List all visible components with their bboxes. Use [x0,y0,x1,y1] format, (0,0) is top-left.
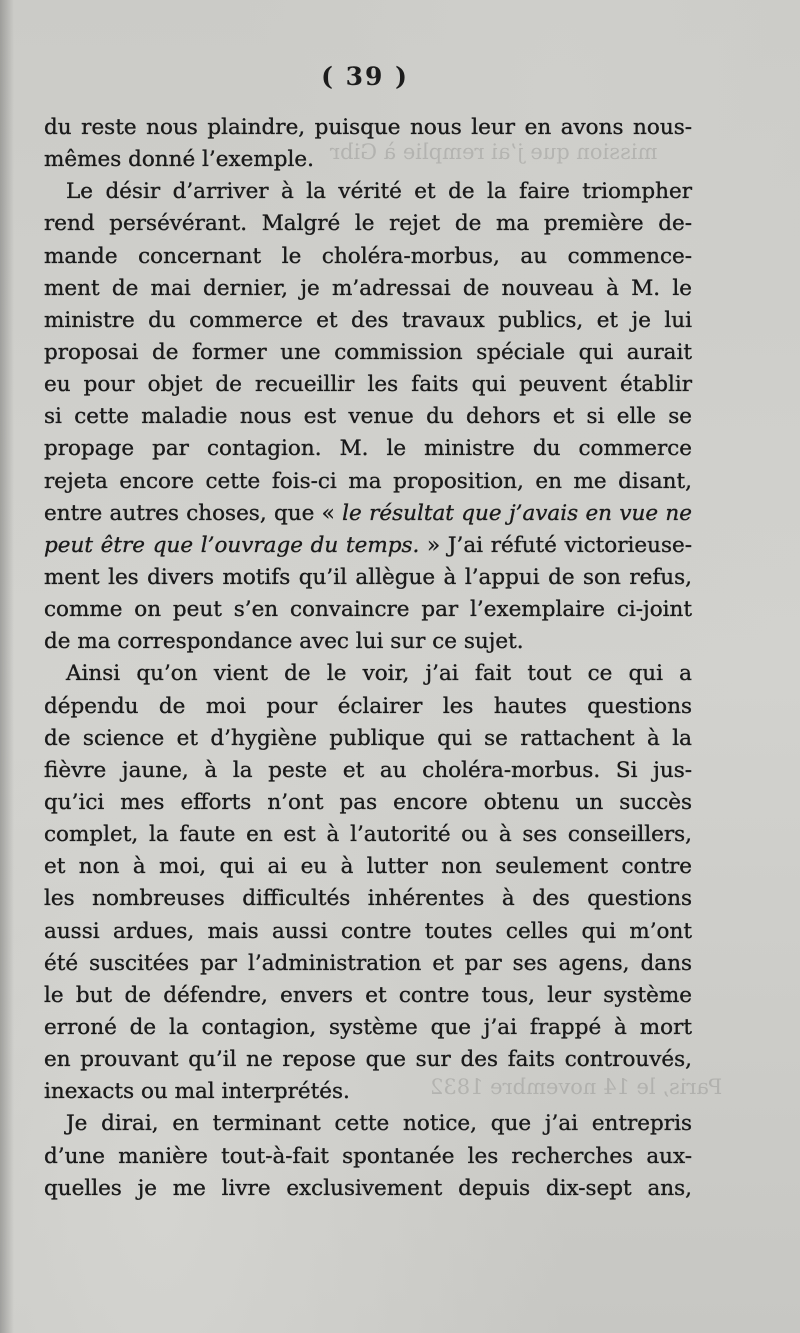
text-line-content: le but de défendre, envers et contre tous, leur système [44,982,692,1008]
text-line-content: d’une manière tout-à-fait spontanée les recherches aux- [44,1143,692,1169]
text-line [44,626,692,658]
text-line [44,433,692,465]
text-line-content: Je dirai, en terminant cette notice, que j’ai entrepris [66,1111,692,1137]
text-line-content: rend persévérant. Malgré le rejet de ma première de- [44,211,692,237]
show-through-text: mission que j’ai remplie à Gibr [330,140,658,164]
italic-quote: peut être que l’ouvrage du temps. [44,532,420,558]
text-line [44,241,692,273]
text-line-content: Le désir d’arriver à la vérité et de la faire triompher [66,179,692,205]
text-line-content: ment les divers motifs qu’il allègue à l’appui de son refus, [44,564,692,590]
text-line-content: aussi ardues, mais aussi contre toutes celles qui m’ont [44,918,692,944]
text-line-content: si cette maladie nous est venue du dehors et si elle se [44,404,692,430]
text-line-content: du reste nous plaindre, puisque nous leur en avons nous- [44,115,692,140]
text-line-content: eu pour objet de recueillir les faits qui peuvent établir [44,372,692,398]
text-line-content: entre autres choses, que « [44,500,343,526]
text-line [44,819,692,851]
text-line [44,401,692,433]
text-line-content: proposai de former une commission spéciale qui aurait [44,339,692,365]
text-line [44,658,692,690]
text-line-content: été suscitées par l’administration et par ses agens, dans [44,950,692,976]
text-line-content: quelles je me livre exclusivement depuis dix-sept ans, [44,1175,692,1201]
italic-quote: le résultat que j’avais en vue ne [342,500,692,526]
text-line [44,1141,692,1173]
text-line-content: et non à moi, qui ai eu à lutter non seulement contre [44,854,692,880]
text-line-content: » J’ai réfuté victorieuse- [419,532,692,558]
text-line-content: qu’ici mes efforts n’ont pas encore obtenu un succès [44,789,692,815]
text-line-content: inexacts ou mal interprétés. [44,1079,350,1105]
text-line [44,691,692,723]
text-line [44,723,692,755]
text-line [44,1076,692,1108]
text-line [44,851,692,883]
text-line-content: ministre du commerce et des travaux publics, et je lui [44,307,692,333]
text-line [44,466,692,498]
text-line-content: Ainsi qu’on vient de le voir, j’ai fait tout ce qui a [66,661,692,687]
text-line-content: les nombreuses difficultés inhérentes à des questions [44,886,692,912]
text-line [44,883,692,915]
text-line-content: de science et d’hygiène publique qui se rattachent à la [44,725,692,751]
text-line-content: mande concernant le choléra-morbus, au commence- [44,243,692,269]
text-line [44,980,692,1012]
text-line [44,787,692,819]
text-line [44,755,692,787]
text-line-content: en prouvant qu’il ne repose que sur des faits controuvés, [44,1047,692,1073]
text-line [44,112,692,144]
text-line-content: rejeta encore cette fois-ci ma proposition, en me disant, [44,468,692,494]
text-line [44,337,692,369]
text-line-content: de ma correspondance avec lui sur ce sujet. [44,629,524,655]
text-line [44,208,692,240]
text-line [44,1108,692,1140]
text-line [44,144,692,176]
text-line-content: fièvre jaune, à la peste et au choléra-morbus. Si jus- [44,757,692,783]
text-line-content: propage par contagion. M. le ministre du commerce [44,436,692,462]
text-line-content: dépendu de moi pour éclairer les hautes questions [44,693,692,719]
text-line [44,1012,692,1044]
text-line [44,530,692,562]
page-gutter-shadow [0,0,14,1333]
text-line-content: mêmes donné l’exemple. [44,147,314,173]
text-line [44,1044,692,1076]
text-line [44,1173,692,1205]
text-line [44,305,692,337]
text-line [44,948,692,980]
show-through-text: Paris, le 14 novembre 1832 [430,1075,723,1099]
text-line-content: ment de mai dernier, je m’adressai de nouveau à M. le [44,275,692,301]
body-text [44,112,692,1205]
text-line [44,562,692,594]
text-line [44,498,692,530]
page-number: ( 39 ) [321,62,409,91]
text-line [44,273,692,305]
text-line [44,369,692,401]
text-line-content: comme on peut s’en convaincre par l’exemplaire ci-joint [44,597,692,623]
text-line-content: erroné de la contagion, système que j’ai frappé à mort [44,1014,692,1040]
text-line [44,176,692,208]
text-line-content: complet, la faute en est à l’autorité ou à ses conseillers, [44,822,692,848]
text-line [44,594,692,626]
text-line [44,916,692,948]
